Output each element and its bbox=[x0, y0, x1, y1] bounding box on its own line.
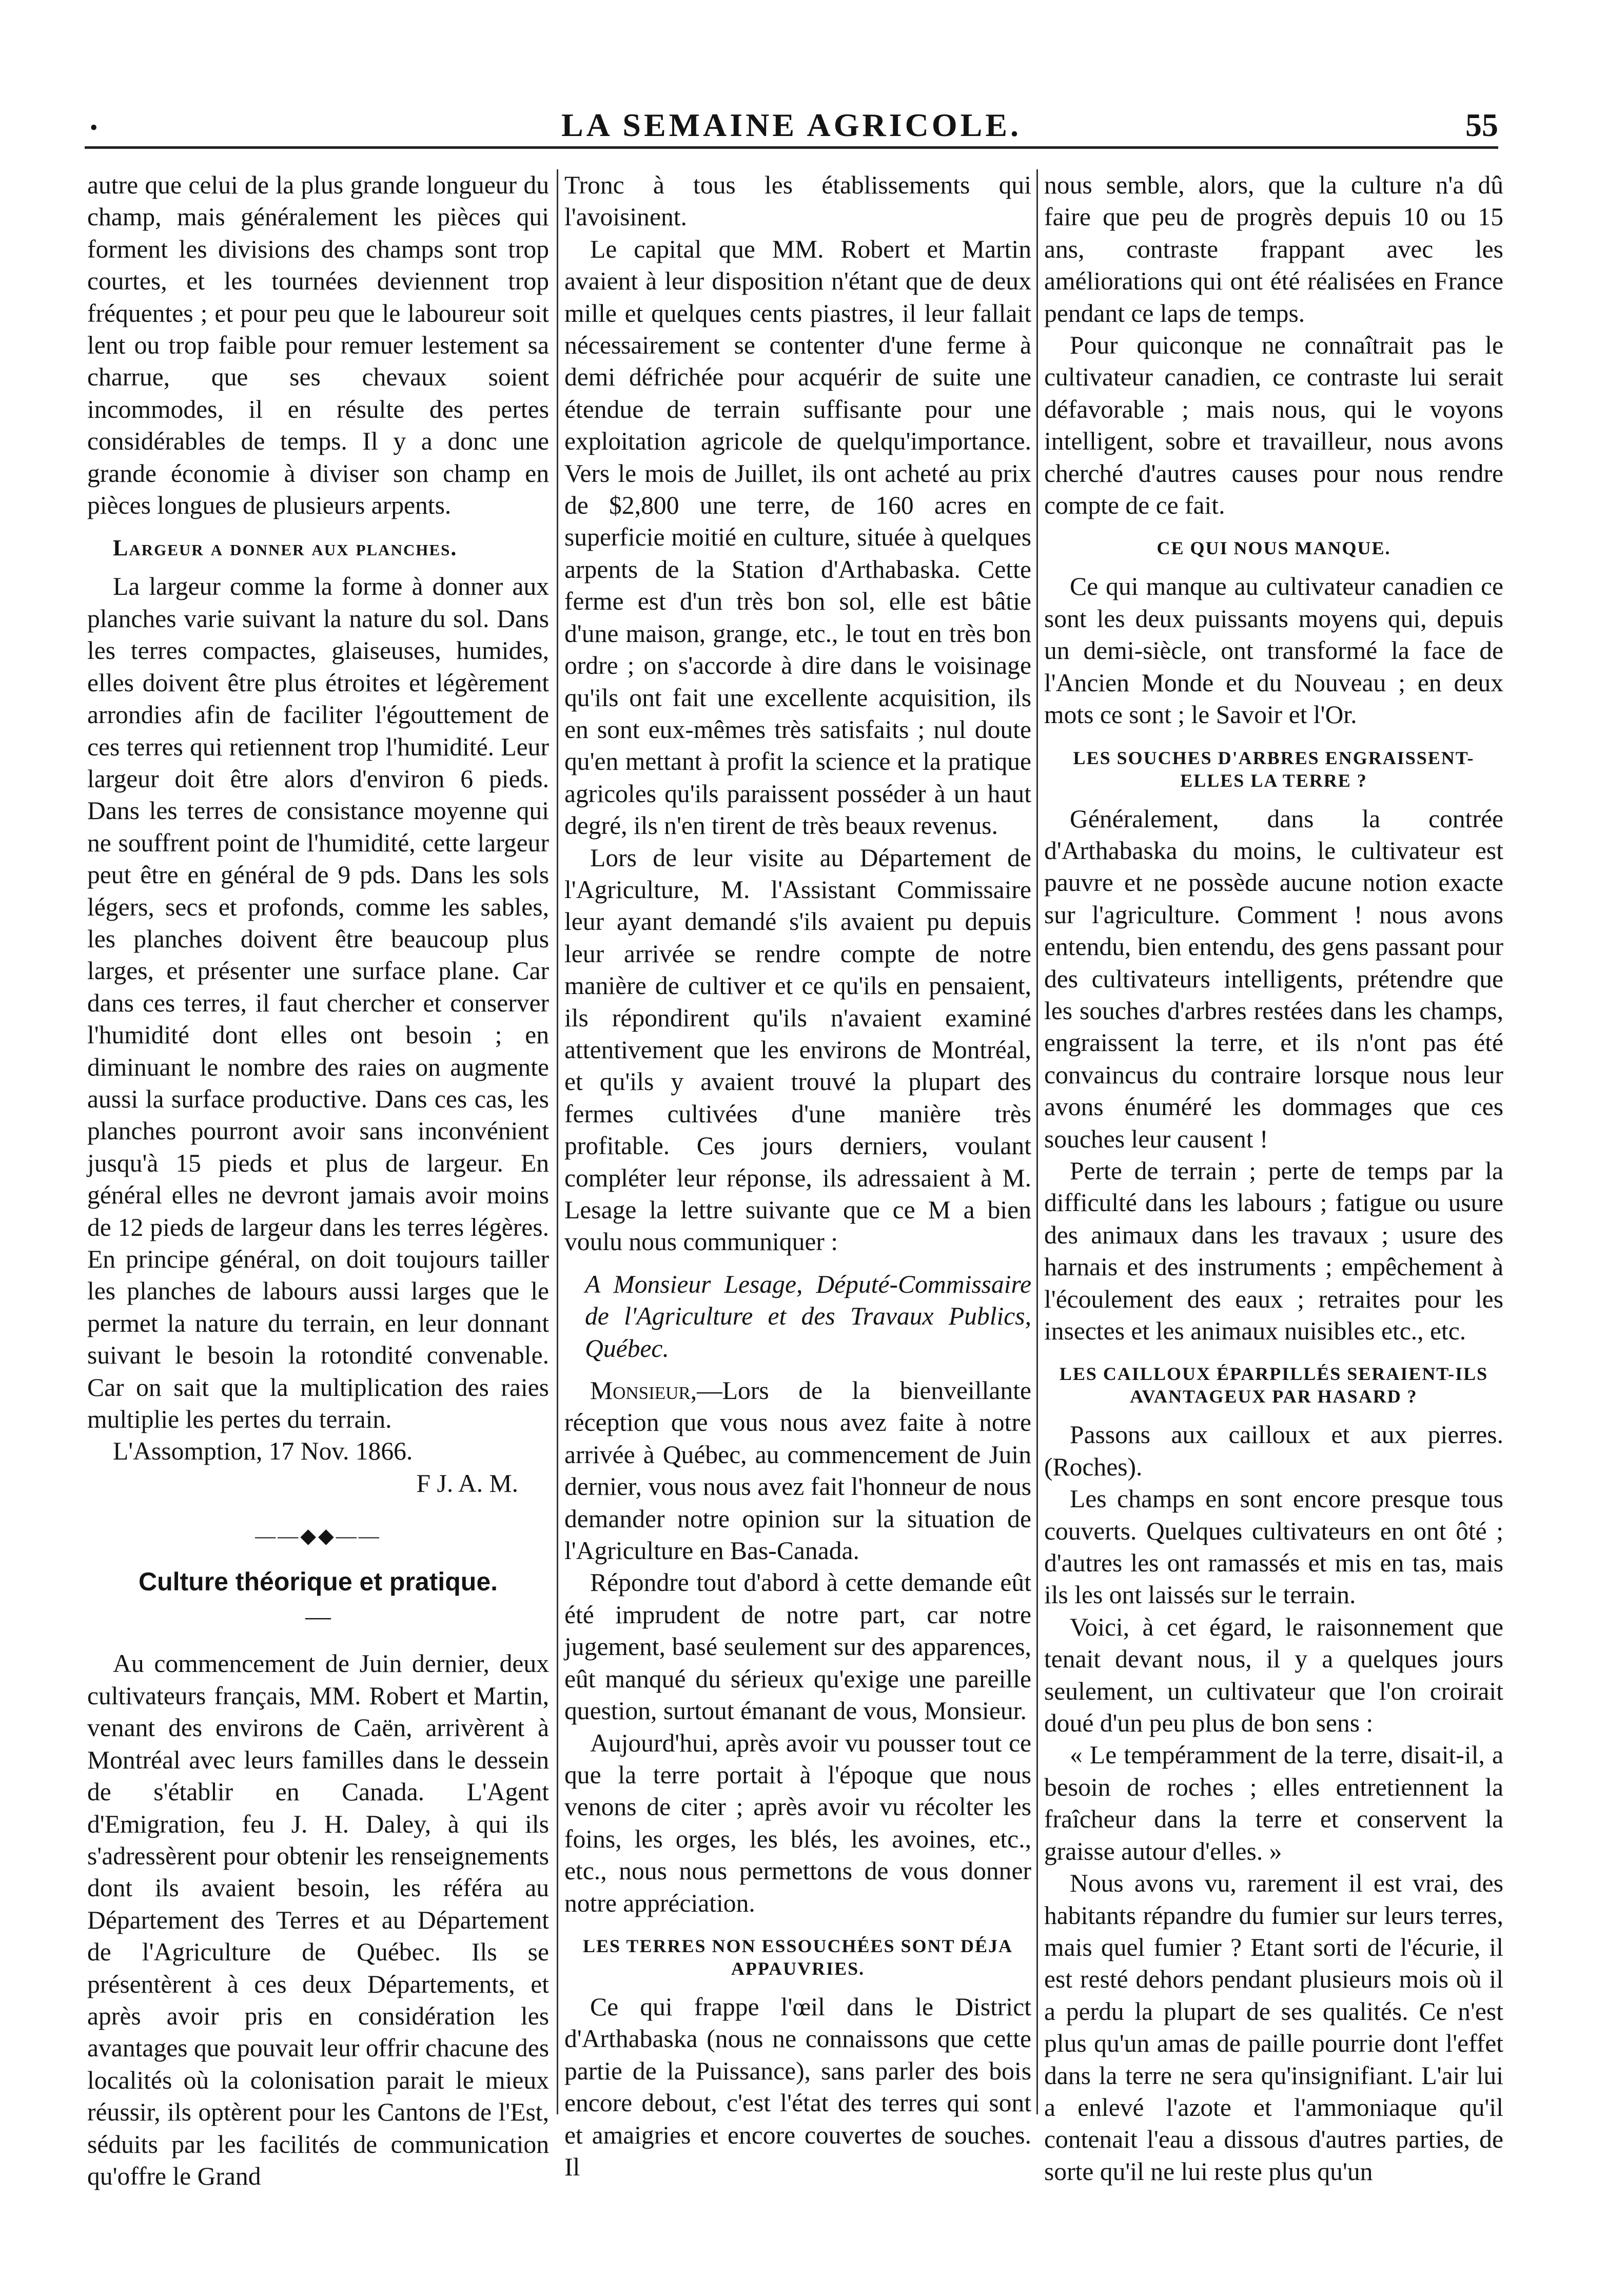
publication-title: LA SEMAINE AGRICOLE. bbox=[561, 107, 1022, 143]
paragraph: Répondre tout d'abord à cette demande eût été imprudent de notre part, car notre jugement, basé seulement sur des apparences, eût manqué du sérieux qu'exige une pareille question, surtout émanant de vous, Monsieur. bbox=[564, 1568, 1031, 1725]
salutation: Monsieur, bbox=[590, 1376, 697, 1405]
paragraph: nous semble, alors, que la culture n'a dû faire que peu de progrès depuis 10 ou 15 ans, contraste frappant avec les améliorations qui ont été réalisées en France pendant ce laps de temps. bbox=[1044, 171, 1503, 327]
header-dot: • bbox=[90, 115, 98, 140]
page-header bbox=[85, 100, 1498, 149]
paragraph: Aujourd'hui, après avoir vu pousser tout ce que la terre portait à l'époque que nous venons de citer ; après avoir vu récolter les foins, les orges, les blés, les avoines, etc., etc., nous nous permettons de vous donner notre appréciation. bbox=[564, 1728, 1031, 1917]
section-heading: Largeur a donner aux planches. bbox=[113, 535, 458, 561]
ornament-divider: ——◆◆—— bbox=[255, 1524, 381, 1548]
paragraph: Le capital que MM. Robert et Martin avaient à leur disposition n'étant que de deux mille et quelques cents piastres, il leur fallait nécessairement se contenter d'une ferme à demi défrichée pour acquérir de suite une étendue de terrain suffisante pour une exploitation agricole de quelqu'importance. Vers le mois de Juillet, ils ont acheté au prix de $2,800 une terre, de 160 acres en superficie moitié en culture, située à quelques arpents de la Station d'Arthabaska. Cette ferme est d'un très bon sol, elle est bâtie d'une maison, grange, etc., le tout en très bon ordre ; on s'accorde à dire dans le voisinage qu'ils ont fait une excellente acquisition, ils en sont eux-mêmes très satisfaits ; nul doute qu'en mettant à profit la science et la pratique agricoles qu'ils paraissent posséder à un haut degré, ils n'en tirent de très beaux revenus. bbox=[564, 235, 1031, 840]
column-divider bbox=[1036, 169, 1038, 2114]
paragraph: Perte de terrain ; perte de temps par la difficulté dans les labours ; fatigue ou usure des animaux dans les travaux ; usure des harnais et des instruments ; empêchement à l'écoulement des eaux ; retraites pour les insectes et les animaux nuisibles etc., etc. bbox=[1044, 1156, 1503, 1345]
signature: F J. A. M. bbox=[416, 1469, 518, 1497]
column-right bbox=[1044, 169, 1503, 2186]
quotation: « Le tempéramment de la terre, disait-il, a besoin de roches ; elles entretiennent la fraîcheur dans la terre et conservent la graisse autour d'elles. » bbox=[1044, 1741, 1503, 1865]
article-title: Culture théorique et pratique. bbox=[138, 1567, 498, 1596]
paragraph: Ce qui frappe l'œil dans le District d'Arthabaska (nous ne connaissons que cette partie de la Puissance), sans parler des bois encore debout, c'est l'état des terres qui sont et amaigries et encore couvertes de souches. Il bbox=[564, 1992, 1031, 2181]
column-left bbox=[87, 169, 549, 2190]
column-middle bbox=[564, 169, 1031, 2181]
paragraph: Généralement, dans la contrée d'Arthabaska du moins, le cultivateur est pauvre et ne possède aucune notion exacte sur l'agriculture. Comment ! nous avons entendu, bien entendu, des gens passant pour des cultivateurs intelligents, prétendre que les souches d'arbres restées dans les champs, engraissent la terre, et ils n'ont pas été convaincus du contraire lorsque nous leur avons énuméré les dommages que ces souches leur causent ! bbox=[1044, 804, 1503, 1153]
paragraph: Pour quiconque ne connaîtrait pas le cultivateur canadien, ce contraste lui serait défavorable ; mais nous, qui le voyons intelligent, sobre et travailleur, nous avons cherché d'autres causes pour nous rendre compte de ce fait. bbox=[1044, 331, 1503, 520]
paragraph: Tronc à tous les établissements qui l'avoisinent. bbox=[564, 171, 1031, 231]
letter-address: A Monsieur Lesage, Député-Commissaire de l'Agriculture et des Travaux Publics, Québec. bbox=[585, 1270, 1031, 1363]
column-divider bbox=[557, 169, 558, 2114]
paragraph: Passons aux cailloux et aux pierres. (Roches). bbox=[1044, 1421, 1503, 1481]
paragraph bbox=[564, 1375, 1031, 1567]
paragraph: autre que celui de la plus grande longueur du champ, mais généralement les pièces qui forment les divisions des champs sont trop courtes, et les tournées deviennent trop fréquentes ; et pour peu que le laboureur soit lent ou trop faible pour remuer lestement sa charrue, que ses chevaux soient incommodes, il en résulte des pertes considérables de temps. Il y a donc une grande économie à diviser son champ en pièces longues de plusieurs arpents. bbox=[87, 171, 549, 520]
section-heading: LES SOUCHES D'ARBRES ENGRAISSENT-ELLES LA TERRE ? bbox=[1073, 747, 1475, 791]
paragraph: Au commencement de Juin dernier, deux cultivateurs français, MM. Robert et Martin, venant des environs de Caën, arrivèrent à Montréal avec leurs familles dans le dessein de s'établir en Canada. L'Agent d'Emigration, feu J. H. Daley, à qui ils s'adressèrent pour obtenir les renseignements dont ils avaient besoin, les référa au Département des Terres et au Département de l'Agriculture de Québec. Ils se présentèrent à ces deux Départements, et après avoir pris en considération les avantages que pouvait leur offrir chacune des localités où la colonisation parait le mieux réussir, ils optèrent pour les Cantons de l'Est, séduits par les facilités de communication qu'offre le Grand bbox=[87, 1649, 549, 2190]
section-heading: CE QUI NOUS MANQUE. bbox=[1157, 538, 1391, 559]
paragraph: Nous avons vu, rarement il est vrai, des habitants répandre du fumier sur leurs terres, mais quel fumier ? Etant sorti de l'écurie, il est resté dehors pendant plusieurs mois où il a perdu la plupart de ses qualités. Ce n'est plus qu'un amas de paille pourrie dont l'effet dans la terre ne sera qu'insignifiant. L'air lui a enlevé l'azote et l'ammoniaque qu'il contenait l'eau a dissous d'autres parties, de sorte qu'il ne lui reste plus qu'un bbox=[1044, 1869, 1503, 2186]
paragraph: Ce qui manque au cultivateur canadien ce sont les deux puissants moyens qui, depuis un demi-siècle, ont transformé la face de l'Ancien Monde et du Nouveau ; en deux mots ce sont ; le Savoir et l'Or. bbox=[1044, 572, 1503, 729]
paragraph: Lors de leur visite au Département de l'Agriculture, M. l'Assistant Commissaire leur ayant demandé s'ils avaient pu depuis leur arrivée se rendre compte de notre manière de cultiver et ce qu'ils en pensaient, ils répondirent qu'ils n'avaient examiné attentivement que les environs de Montréal, et qu'ils y avaient trouvé la plupart des fermes cultivées d'une manière très profitable. Ces jours derniers, voulant compléter leur réponse, ils adressaient à M. Lesage la lettre suivante que ce M a bien voulu nous communiquer : bbox=[564, 843, 1031, 1256]
page-number: 55 bbox=[1465, 107, 1498, 143]
dateline: L'Assomption, 17 Nov. 1866. bbox=[113, 1437, 413, 1466]
paragraph: La largeur comme la forme à donner aux planches varie suivant la nature du sol. Dans les terres compactes, glaiseuses, humides, elles doivent être plus étroites et légèrement arrondies afin de faciliter l'égouttement de ces terres qui retiennent trop l'humidité. Leur largeur doit être alors d'environ 6 pieds. Dans les terres de consistance moyenne qui ne souffrent point de l'humidité, cette largeur peut être en général de 9 pds. Dans les sols légers, secs et profonds, comme les sables, les planches doivent être beaucoup plus larges, et présenter une surface plane. Car dans ces terres, il faut chercher et conserver l'humidité dont elles ont besoin ; en diminuant le nombre des raies on augmente aussi la surface productive. Dans ces cas, les planches pourront avoir sans inconvénient jusqu'à 15 pieds et plus de largeur. En général elles ne devront jamais avoir moins de 12 pieds de largeur dans les terres légères. En principe général, on doit toujours tailler les planches de labours aussi larges que le permet la nature du terrain, en leur donnant suivant le besoin la rotondité convenable. Car on sait que la multiplication des raies multiplie les pertes du terrain. bbox=[87, 572, 549, 1434]
section-heading: LES CAILLOUX ÉPARPILLÉS SERAIENT-ILS AVANTAGEUX PAR HASARD ? bbox=[1059, 1364, 1488, 1407]
paragraph: Les champs en sont encore presque tous couverts. Quelques cultivateurs en ont ôté ; d'autres les ont ramassés et mis en tas, mais ils les ont laissés sur le terrain. bbox=[1044, 1485, 1503, 1609]
paragraph-text: —Lors de la bienveillante réception que vous nous avez faite à notre arrivée à Québec, au commencement de Juin dernier, vous nous avez fait l'honneur de nous demander notre opinion sur la situation de l'Agriculture en Bas-Canada. bbox=[564, 1376, 1031, 1565]
paragraph: Voici, à cet égard, le raisonnement que tenait devant nous, il y a quelques jours seulement, un cultivateur que l'on croirait doué d'un peu plus de bon sens : bbox=[1044, 1612, 1503, 1738]
section-heading: LES TERRES NON ESSOUCHÉES SONT DÉJA APPAUVRIES. bbox=[583, 1935, 1013, 1979]
title-dash: — bbox=[305, 1602, 331, 1631]
